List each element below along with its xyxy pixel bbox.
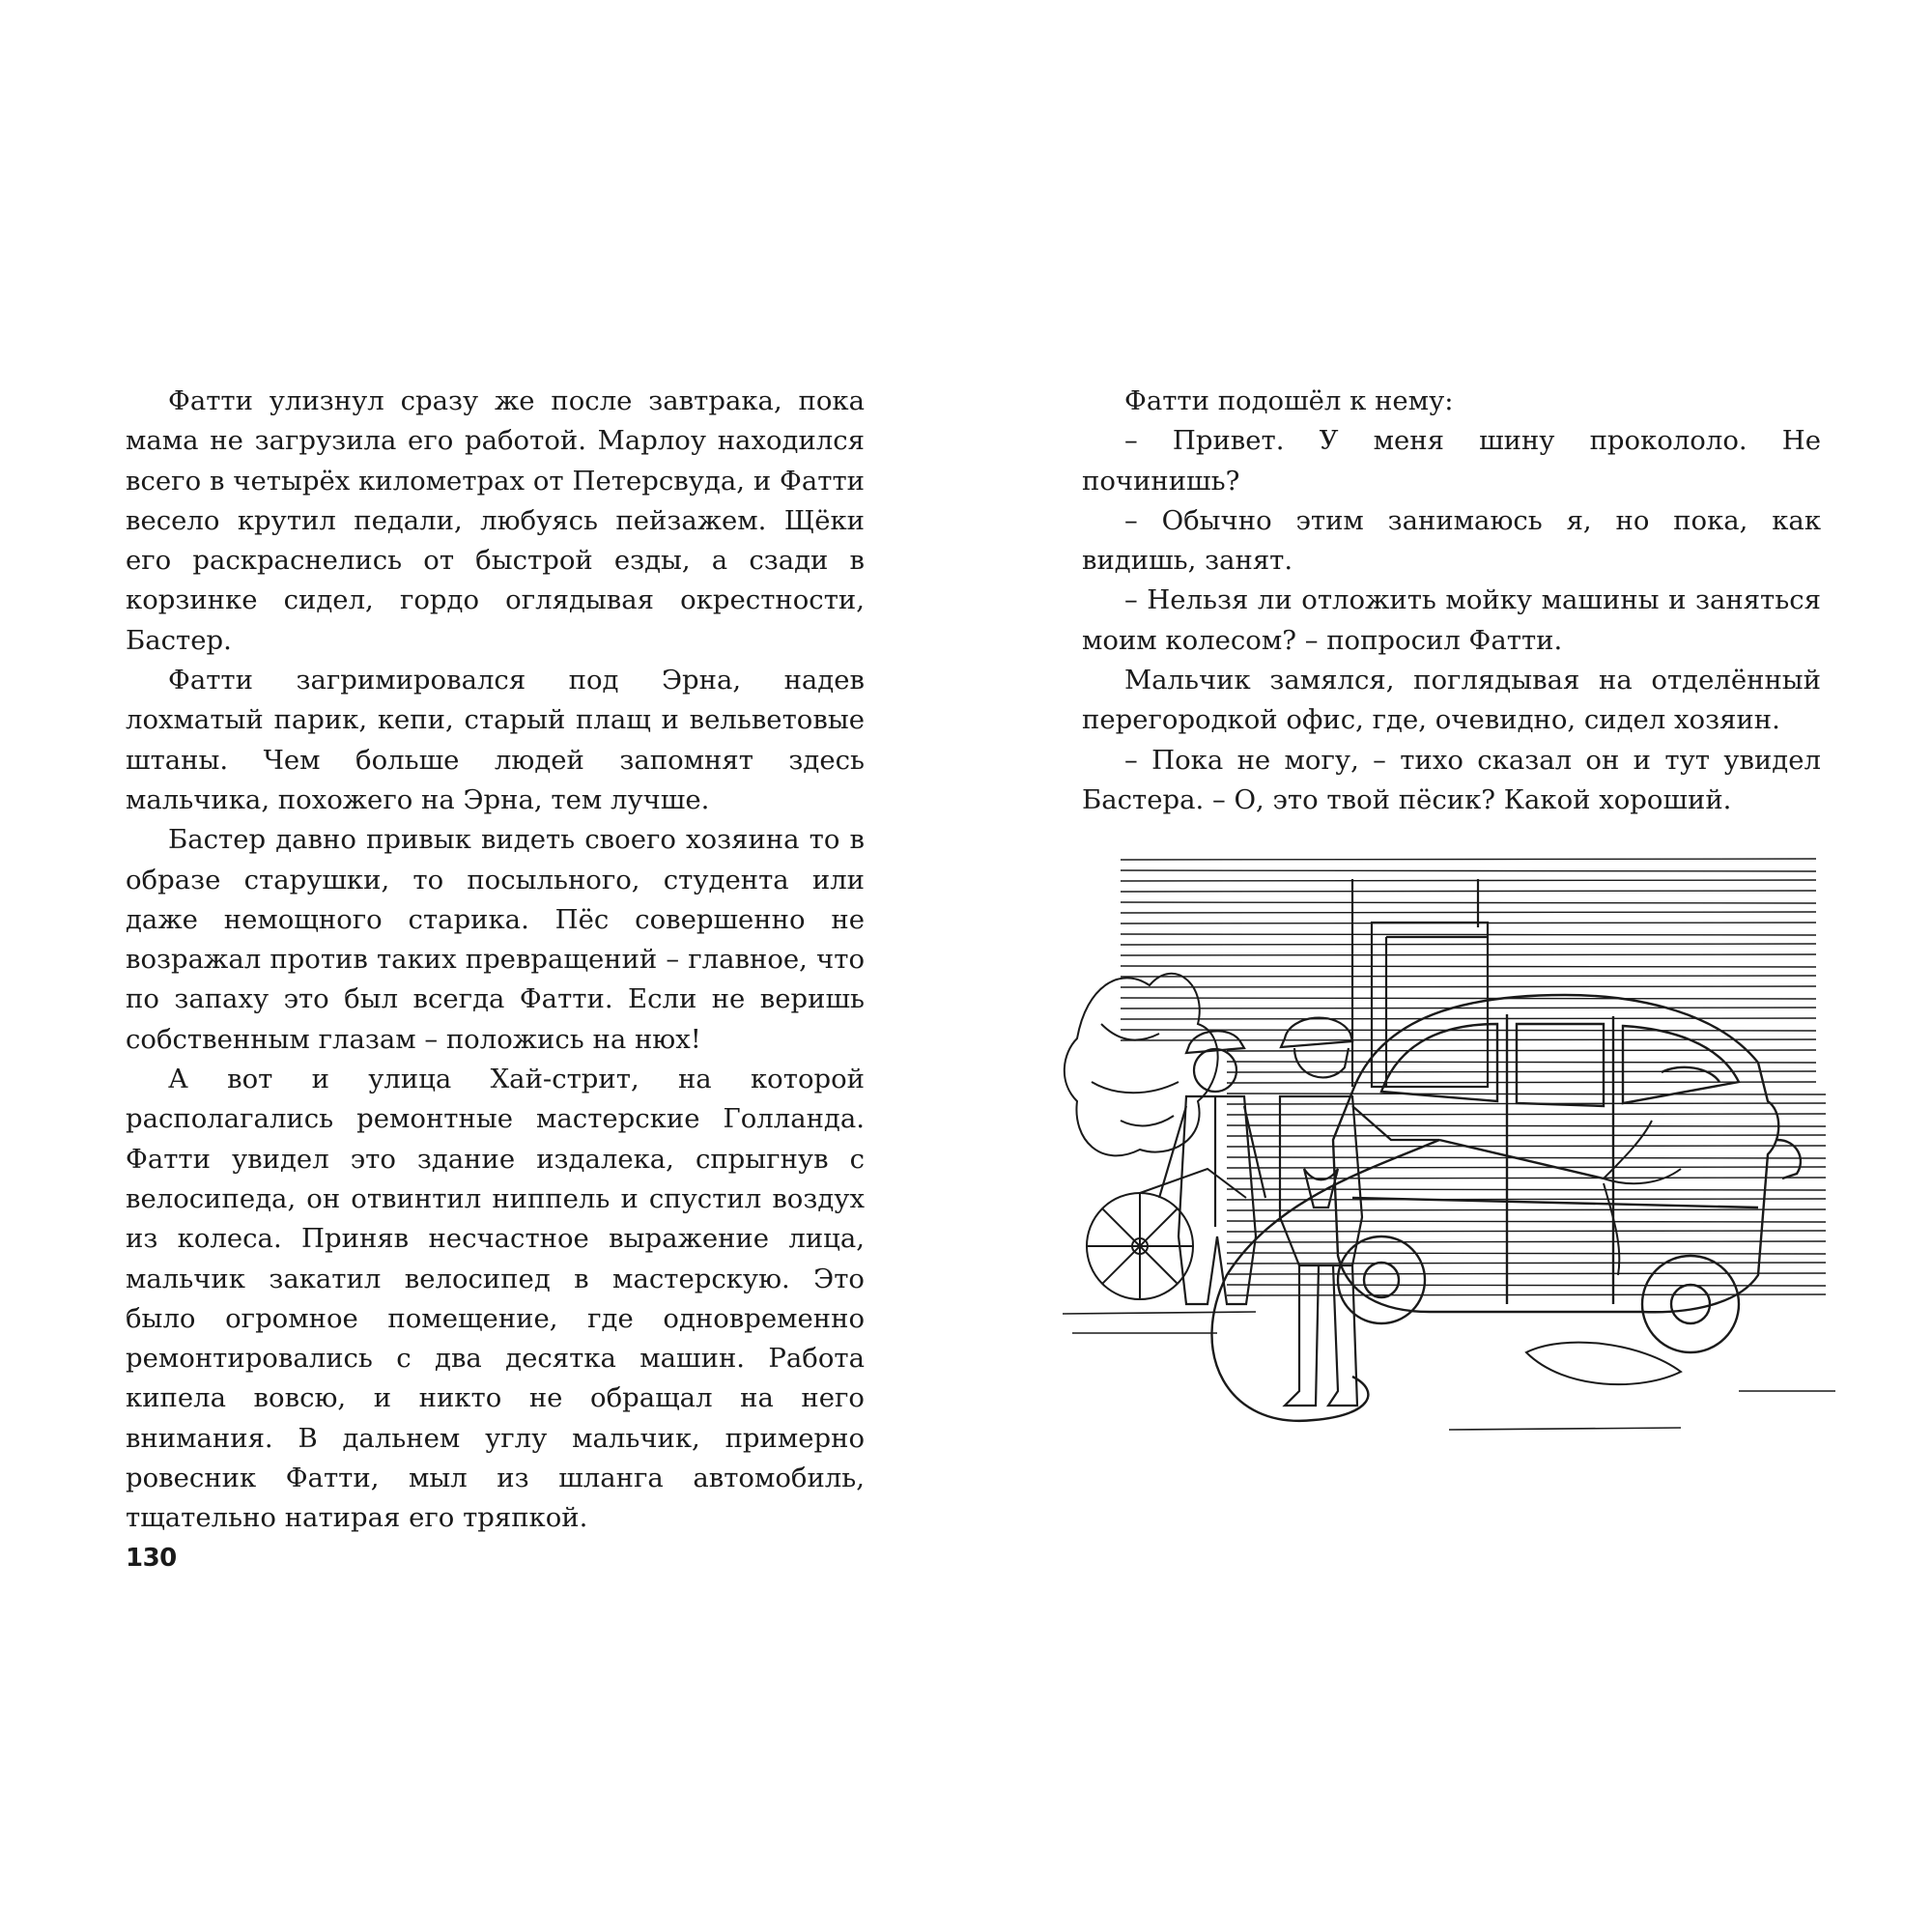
- hatch-line: [1227, 1114, 1826, 1115]
- page-number: 130: [126, 1544, 177, 1573]
- hatch-line: [1227, 1253, 1826, 1254]
- hatch-line: [1121, 954, 1816, 955]
- car-wash-drawing: [1063, 850, 1835, 1507]
- paragraph: – Пока не могу, – тихо сказал он и тут увидел Бастера. – О, это твой пёсик? Какой хороший.: [1082, 744, 1821, 815]
- hatch-line: [1227, 1231, 1826, 1232]
- hatch-line: [1121, 1008, 1816, 1009]
- hatch-line: [1121, 934, 1816, 935]
- hatch-line: [1121, 902, 1816, 903]
- hatch-line: [1121, 891, 1816, 892]
- floor: [1063, 1312, 1835, 1430]
- hatch-line: [1121, 870, 1816, 871]
- hatch-line: [1121, 859, 1816, 860]
- hatch-line: [1227, 1241, 1826, 1242]
- hatch-line: [1227, 1157, 1826, 1158]
- hose: [1211, 1140, 1604, 1421]
- hatch-line: [1227, 1071, 1816, 1072]
- hatch-line: [1121, 986, 1816, 987]
- paragraph: Фатти улизнул сразу же после завтрака, пока мама не загрузила его работой. Марлоу находился всего в четырёх километрах от Петерсвуда, и Фатти весело крутил педали, любуясь пейзажем. Щёки его раскраснелись от быстрой езды, а сзади в корзинке сидел, гордо оглядывая окрестности, Бастер.: [126, 385, 865, 656]
- hatch-line: [1121, 912, 1816, 913]
- paragraph: – Привет. У меня шину прокололо. Не починишь?: [1082, 425, 1821, 497]
- hatch-line: [1121, 944, 1816, 945]
- hatch-line: [1121, 1039, 1816, 1040]
- car: [1333, 995, 1801, 1352]
- hatch-line: [1227, 1263, 1826, 1264]
- paragraph: – Обычно этим занимаюсь я, но пока, как видишь, занят.: [1082, 504, 1821, 577]
- paragraph: Мальчик замялся, поглядывая на отделённый перегородкой офис, где, очевидно, сидел хозяин.: [1082, 665, 1821, 736]
- paragraph: Фатти загримировался под Эрна, надев лохматый парик, кепи, старый плащ и вельветовые штаны. Чем больше людей запомнят здесь мальчика, похожего на Эрна, тем лучше.: [126, 665, 865, 815]
- paragraph: Бастер давно привык видеть своего хозяина то в образе старушки, то посыльного, студента или даже немощного старика. Пёс совершенно не возражал против таких превращений – главное, что по запаху это был всегда Фатти. Если не веришь собственным глазам – положись на нюх!: [126, 824, 865, 1055]
- hatch-line: [1227, 1273, 1826, 1274]
- hatch-line: [1227, 1189, 1826, 1190]
- bicycle-wheel: [1087, 1169, 1246, 1299]
- hatch-line: [1227, 1199, 1826, 1200]
- right-page-text: [1082, 382, 1821, 820]
- hatch-line: [1227, 1125, 1826, 1126]
- paragraph: – Нельзя ли отложить мойку машины и заняться моим колесом? – попросил Фатти.: [1082, 584, 1821, 656]
- hatch-line: [1227, 1209, 1826, 1210]
- water-spray: [1526, 1121, 1681, 1384]
- hatch-line: [1121, 998, 1816, 999]
- left-page-text: [126, 382, 865, 1539]
- paragraph: А вот и улица Хай-стрит, на которой располагались ремонтные мастерские Голланда. Фатти увидел это здание издалека, спрыгнув с велосипеда, он отвинтил ниппель и спустил воздух из колеса. Приняв несчастное выражение лица, мальчик закатил велосипед в мастерскую. Это было огромное помещение, где одновременно ремонтировались с два десятка машин. Работа кипела вовсю, и никто не обращал на него внимания. В дальнем углу мальчик, примерно ровесник Фатти, мыл из шланга автомобиль, тщательно натирая его тряпкой.: [126, 1064, 865, 1534]
- paragraph: Фатти подошёл к нему:: [1124, 385, 1454, 416]
- hatch-line: [1121, 976, 1816, 977]
- hatch-line: [1227, 1221, 1826, 1222]
- hatch-line: [1121, 1030, 1816, 1031]
- hatch-line: [1227, 1146, 1826, 1147]
- hatch-line: [1227, 1167, 1826, 1168]
- garage-illustration: [1063, 850, 1835, 1507]
- hatch-line: [1121, 880, 1816, 881]
- hatch-line: [1227, 1135, 1826, 1136]
- hatch-line: [1227, 1050, 1816, 1051]
- hatch-line: [1121, 966, 1816, 967]
- wall-hatching: [1121, 859, 1826, 1295]
- hatch-line: [1227, 1062, 1816, 1063]
- hatch-line: [1227, 1082, 1816, 1083]
- hatch-line: [1121, 1018, 1816, 1019]
